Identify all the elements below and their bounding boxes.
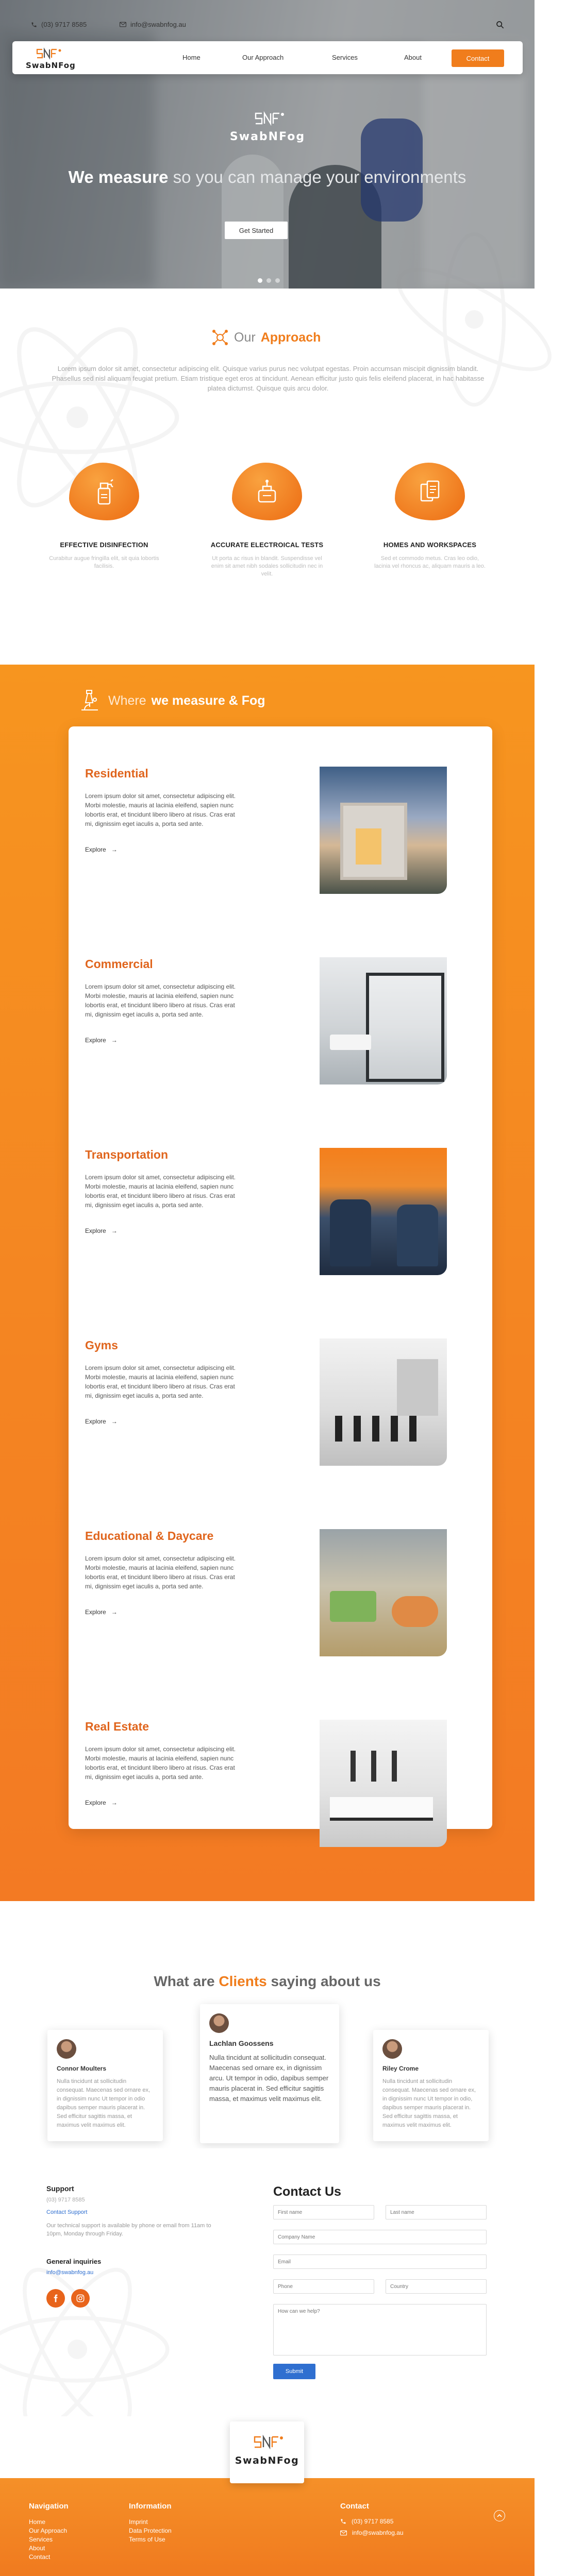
footer-phone[interactable] (340, 2518, 404, 2525)
place-description: Lorem ipsum dolor sit amet, consectetur adipiscing elit. Morbi molestie, mauris at lacinia eleifend, sapien nunc lobortis erat, et tincidunt libero libero at risus. Cras erat mi, dignissim eget iaculis a, porta sed ante. (85, 1174, 236, 1209)
footer-link-contact[interactable]: Contact (29, 2553, 51, 2561)
topbar-phone-text: (03) 9717 8585 (41, 21, 87, 28)
place-photo (320, 1148, 447, 1275)
place-photo (320, 957, 447, 1084)
arrow-right-icon: → (111, 1608, 118, 1616)
feature-blob (395, 463, 465, 520)
clients-title-rest: saying about us (271, 1973, 381, 1989)
where-title (76, 687, 265, 714)
feature-card (363, 463, 497, 570)
molecule-icon (211, 329, 229, 346)
arrow-right-icon: → (111, 846, 118, 853)
site-logo[interactable] (23, 44, 85, 71)
place-commercial (69, 917, 492, 1108)
hero-logo (229, 109, 306, 150)
feature-blob (232, 463, 302, 520)
nav-item-services[interactable]: Services (332, 54, 358, 61)
explore-label: Explore (85, 1799, 106, 1806)
footer-link-about[interactable]: About (29, 2545, 45, 2552)
approach-title (211, 329, 321, 346)
approach-section (0, 289, 535, 665)
place-description: Lorem ipsum dolor sit amet, consectetur adipiscing elit. Morbi molestie, mauris at lacinia eleifend, sapien nunc lobortis erat, et tincidunt libero libero at risus. Cras erat mi, dignissim eget iaculis a, porta sed ante. (85, 792, 236, 827)
hero-heading-rest: so you can manage your environments (173, 167, 466, 187)
footer-information (129, 2502, 172, 2544)
place-photo (320, 1529, 447, 1656)
top-bar (0, 15, 535, 34)
instagram-button[interactable] (71, 2289, 90, 2308)
where-title-light: Where (108, 693, 146, 708)
place-title: Real Estate (85, 1720, 149, 1733)
support-description: Our technical support is available by phone or email from 11am to 10pm, Monday through Friday. (46, 2223, 211, 2237)
testimonial-text: Nulla tincidunt at sollicitudin consequat. Maecenas sed ornare ex, in dignissim arcu. Ut tempor in odio, dapibus semper mauris placerat in. Sed efficitur sagittis massa, et maximus velit maximus elit. (209, 2054, 329, 2103)
where-card (69, 726, 492, 1829)
place-photo (320, 767, 447, 894)
email-field[interactable] (273, 2255, 487, 2269)
instagram-icon (76, 2294, 85, 2302)
feature-card (37, 463, 171, 570)
explore-label: Explore (85, 846, 106, 853)
place-description: Lorem ipsum dolor sit amet, consectetur adipiscing elit. Morbi molestie, mauris at lacinia eleifend, sapien nunc lobortis erat, et tincidunt libero libero at risus. Cras erat mi, dignissim eget iaculis a, porta sed ante. (85, 1555, 236, 1590)
hero-logo-mark (229, 109, 306, 150)
avatar (209, 2013, 229, 2033)
nav-contact-button[interactable]: Contact (452, 49, 504, 67)
explore-label: Explore (85, 1227, 106, 1234)
place-gyms (69, 1298, 492, 1489)
footer-link-our-approach[interactable]: Our Approach (29, 2527, 68, 2534)
clients-title-strong: Clients (219, 1973, 267, 1989)
testimonial-card (373, 2030, 489, 2141)
arrow-right-icon: → (111, 1227, 118, 1234)
explore-link[interactable] (85, 1227, 118, 1234)
social-links (46, 2289, 211, 2308)
contact-title: Contact Us (273, 2184, 341, 2199)
spray-bottle-icon (92, 478, 116, 505)
place-title: Residential (85, 767, 148, 780)
logo-wordmark: SwabNFog (26, 61, 76, 70)
swabnfog-logo-mark (23, 44, 85, 71)
fogger-icon (254, 478, 280, 505)
place-description: Lorem ipsum dolor sit amet, consectetur adipiscing elit. Morbi molestie, mauris at lacinia eleifend, sapien nunc lobortis erat, et tincidunt libero libero at risus. Cras erat mi, dignissim eget iaculis a, porta sed ante. (85, 1364, 236, 1399)
main-navbar (12, 41, 523, 74)
explore-link[interactable] (85, 1799, 118, 1806)
place-photo (320, 1338, 447, 1466)
mail-icon (340, 2530, 347, 2536)
explore-label: Explore (85, 1037, 106, 1044)
place-description: Lorem ipsum dolor sit amet, consectetur adipiscing elit. Morbi molestie, mauris at lacinia eleifend, sapien nunc lobortis erat, et tincidunt libero libero at risus. Cras erat mi, dignissim eget iaculis a, porta sed ante. (85, 983, 236, 1018)
search-button[interactable] (496, 19, 508, 31)
facebook-button[interactable] (46, 2289, 65, 2308)
company-field[interactable] (273, 2230, 487, 2244)
testimonial-name: Riley Crome (382, 2065, 419, 2072)
clients-title-light: What are (154, 1973, 215, 1989)
slider-dot[interactable] (266, 278, 271, 283)
approach-description: Lorem ipsum dolor sit amet, consectetur adipiscing elit. Quisque varius purus nec volutpat egestas. Proin accumsan miscipit dignissim blandit. Phasellus sed nisl aliquam feugiat pretium. Etiam tristique eget eros at tincidunt. Aenean efficitur justo quis felis eleifend placerat, in hac habitasse platea dictumst. Quisque quis arcu dolor. (52, 365, 485, 392)
place-title: Commercial (85, 957, 153, 971)
footer-logo-mark (236, 2432, 298, 2473)
slider-dot[interactable] (275, 278, 280, 283)
footer-email-text: info@swabnfog.au (352, 2529, 404, 2536)
submit-button[interactable]: Submit (273, 2364, 315, 2379)
place-title: Gyms (85, 1338, 118, 1352)
arrow-right-icon: → (111, 1418, 118, 1425)
place-educational (69, 1489, 492, 1680)
arrow-right-icon: → (111, 1799, 118, 1806)
feature-title: ACCURATE ELECTROICAL TESTS (210, 541, 324, 549)
phone-field[interactable] (273, 2279, 374, 2294)
footer-email[interactable] (340, 2529, 404, 2536)
avatar (382, 2039, 402, 2059)
where-section (0, 665, 535, 1901)
facebook-icon (52, 2294, 60, 2302)
slider-dot[interactable] (258, 278, 262, 283)
clients-title (0, 1973, 535, 1990)
message-field[interactable] (273, 2304, 487, 2355)
arrow-right-icon: → (111, 1037, 118, 1044)
explore-link[interactable] (85, 846, 118, 853)
footer-link-data-protection[interactable]: Data Protection (129, 2527, 172, 2534)
explore-label: Explore (85, 1418, 106, 1425)
hero-logo-wordmark: SwabNFog (229, 130, 306, 143)
testimonial-name: Connor Moulters (57, 2065, 106, 2072)
phone-icon (340, 2518, 346, 2524)
back-to-top-button[interactable] (494, 2510, 505, 2521)
approach-title-strong: Approach (260, 330, 321, 345)
general-inquiries-title: General inquiries (46, 2258, 102, 2265)
testimonial-text: Nulla tincidunt at sollicitudin consequat. Maecenas sed ornare ex, in dignissim nunc Ut tempor in odio dapibus semper mauris placerat in. Sed efficitur sagittis massa, et maximus velit maximus elit. (57, 2078, 151, 2128)
avatar (57, 2039, 76, 2059)
country-field[interactable] (386, 2279, 487, 2294)
microscope-icon (76, 687, 103, 714)
explore-link[interactable] (85, 1608, 118, 1616)
footer-top (0, 2416, 535, 2478)
search-icon (496, 21, 504, 29)
testimonial-text: Nulla tincidunt at sollicitudin consequat. Maecenas sed ornare ex, in dignissim nunc Ut tempor in odio, dapibus semper mauris placerat in. Sed efficitur sagittis massa, et maximus velit maximus elit. (382, 2078, 476, 2128)
testimonial-name: Lachlan Goossens (209, 2039, 274, 2047)
hero-heading (0, 167, 535, 187)
feature-description: Sed et commodo metus. Cras leo odio, lacinia vel rhoncus ac, aliquam mauris a leo. (374, 555, 486, 569)
feature-description: Curabitur augue fringilla elit, sit quia lobortis facilisis. (49, 555, 159, 569)
phone-icon (31, 22, 37, 28)
last-name-field[interactable] (386, 2205, 487, 2219)
explore-link[interactable] (85, 1037, 118, 1044)
topbar-email-text: info@swabnfog.au (130, 21, 186, 28)
place-photo (320, 1720, 447, 1847)
support-contact-section (0, 2148, 535, 2416)
feature-card (200, 463, 334, 578)
footer-navigation-title: Navigation (29, 2502, 69, 2511)
support-column (46, 2184, 211, 2308)
approach-title-light: Our (234, 330, 256, 345)
place-title: Educational & Daycare (85, 1529, 214, 1543)
nav-item-home[interactable]: Home (182, 54, 201, 61)
footer-link-home[interactable]: Home (29, 2518, 46, 2526)
feature-blob (69, 463, 139, 520)
place-real-estate (69, 1680, 492, 1870)
support-title: Support (46, 2184, 74, 2193)
chevron-up-icon (497, 2514, 502, 2518)
footer-link-imprint[interactable]: Imprint (129, 2518, 148, 2526)
testimonial-card (47, 2030, 163, 2141)
where-title-strong: we measure & Fog (151, 693, 265, 708)
footer-contact (340, 2502, 404, 2540)
footer-logo[interactable] (230, 2421, 304, 2483)
first-name-field[interactable] (273, 2205, 374, 2219)
explore-link[interactable] (85, 1418, 118, 1425)
nav-item-about[interactable]: About (404, 54, 422, 61)
footer-link-services[interactable]: Services (29, 2536, 53, 2543)
footer-navigation (29, 2502, 69, 2562)
footer (0, 2478, 535, 2576)
footer-logo-wordmark: SwabNFog (235, 2455, 299, 2466)
place-description: Lorem ipsum dolor sit amet, consectetur adipiscing elit. Morbi molestie, mauris at lacinia eleifend, sapien nunc lobortis erat, et tincidunt libero libero at risus. Cras erat mi, dignissim eget iaculis a, porta sed ante. (85, 1745, 236, 1781)
mail-icon (120, 22, 126, 27)
get-started-button[interactable]: Get Started (225, 222, 288, 239)
documents-icon (418, 478, 442, 505)
feature-title: EFFECTIVE DISINFECTION (60, 541, 148, 549)
place-residential (69, 726, 492, 917)
feature-description: Ut porta ac risus in blandit. Suspendisse vel enim sit amet nibh sodales sollicitudin nec in velit. (211, 555, 323, 577)
topbar-email[interactable] (120, 21, 186, 28)
topbar-phone[interactable] (31, 21, 87, 28)
footer-link-terms[interactable]: Terms of Use (129, 2536, 165, 2543)
testimonial-card-featured (200, 2004, 339, 2143)
footer-phone-text: (03) 9717 8585 (352, 2518, 394, 2525)
explore-label: Explore (85, 1608, 106, 1616)
hero-heading-strong: We measure (68, 167, 169, 187)
slider-dots (258, 278, 280, 283)
place-title: Transportation (85, 1148, 169, 1161)
contact-support-link[interactable]: Contact Support (46, 2209, 88, 2215)
footer-contact-title: Contact (340, 2502, 369, 2511)
feature-title: HOMES AND WORKSPACES (383, 541, 477, 549)
footer-information-title: Information (129, 2502, 172, 2511)
general-inquiries-email[interactable]: info@swabnfog.au (46, 2269, 94, 2276)
place-transportation (69, 1108, 492, 1298)
support-phone[interactable]: (03) 9717 8585 (46, 2197, 85, 2203)
nav-item-our-approach[interactable]: Our Approach (242, 54, 284, 61)
clients-section (0, 1901, 535, 2148)
